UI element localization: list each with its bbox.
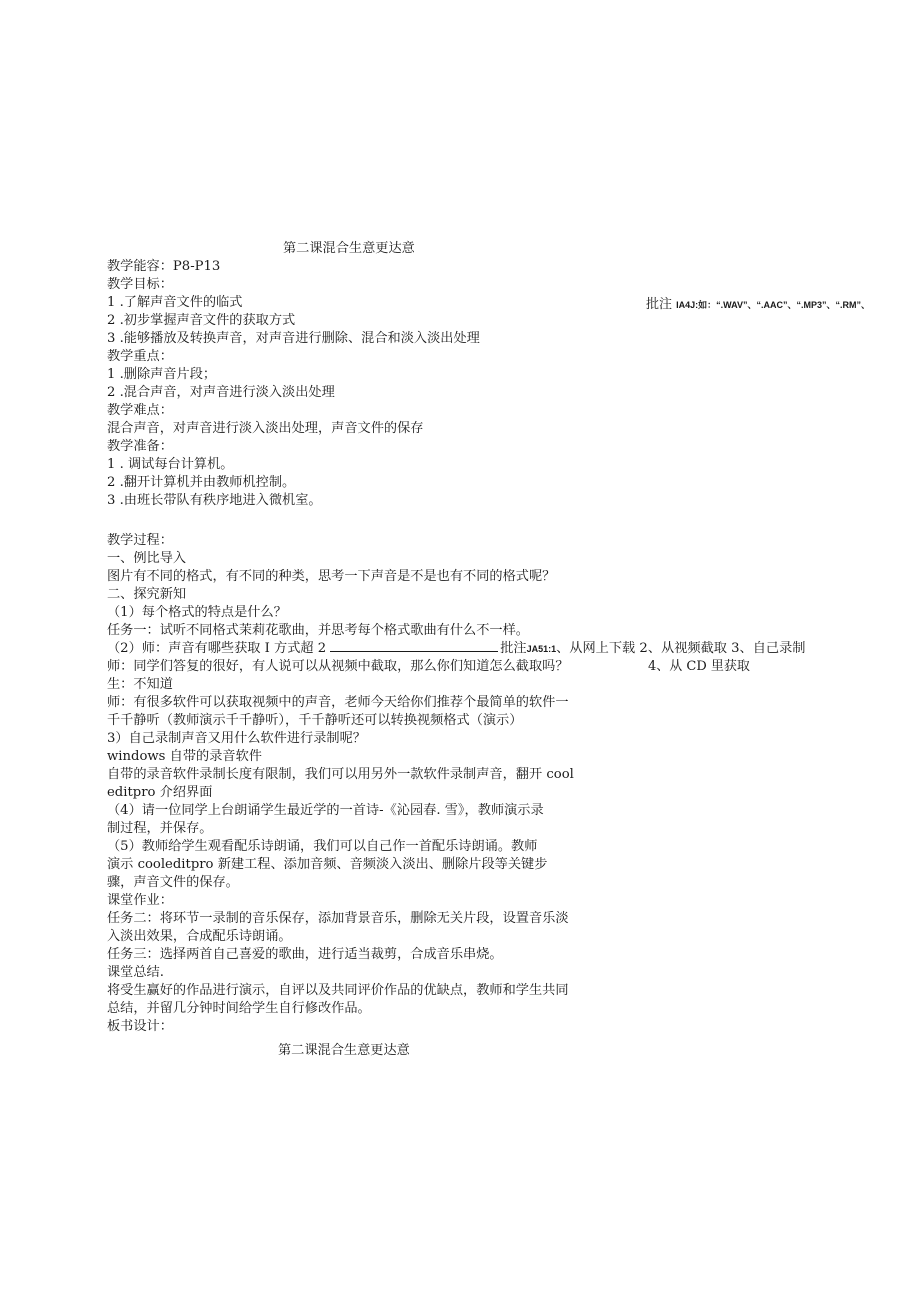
content-line: 制过程，并保存。 <box>107 821 213 836</box>
content-line: 骤，声音文件的保存。 <box>107 875 239 890</box>
content-line: 混合声音，对声音进行淡入淡出处理，声音文件的保存 <box>107 421 424 436</box>
content-line: 1 . 调试每台计算机。 <box>107 457 234 472</box>
content-line: 自带的录音软件录制长度有限制，我们可以用另外一款软件录制声音，翻开 cool <box>107 767 574 782</box>
content-line: 将受生赢好的作品进行演示，自评以及共同评价作品的优缺点，教师和学生共同 <box>107 983 569 998</box>
content-line: 教学难点： <box>107 403 173 418</box>
fill-in-blank <box>330 640 498 652</box>
content-line: 课堂总结. <box>107 965 164 980</box>
content-line: 教学准备： <box>107 439 173 454</box>
content-line: 图片有不同的格式，有不同的种类，思考一下声音是不是也有不同的格式呢？ <box>107 569 556 584</box>
content-line: （1）每个格式的特点是什么？ <box>107 605 287 620</box>
content-line: windows 自带的录音软件 <box>107 749 262 764</box>
content-line: 任务二：将环节一录制的音乐保存，添加背景音乐，删除无关片段，设置音乐淡 <box>107 911 569 926</box>
content-line-with-blank <box>107 640 805 658</box>
content-line: 2 .混合声音，对声音进行淡入淡出处理 <box>107 385 335 400</box>
content-line: 教学重点： <box>107 349 173 364</box>
content-line: （4）请一位同学上台朗诵学生最近学的一首诗-《沁园春. 雪》，教师演示录 <box>107 803 544 818</box>
comment-text: 、从网上下载 2、从视频截取 3、自己录制 <box>556 641 806 656</box>
page-title: 第二课混合生意更达意 <box>283 241 415 256</box>
comment-label: 批注 <box>500 641 527 656</box>
content-line: 总结，并留几分钟时间给学生自行修改作品。 <box>107 1001 371 1016</box>
content-line: 师：有很多软件可以获取视频中的声音，老师今天给你们推荐个最简单的软件一 <box>107 695 569 710</box>
comment-continuation: 4、从 CD 里获取 <box>648 659 750 674</box>
content-line: 生：不知道 <box>107 677 173 692</box>
content-line: 3 .由班长带队有秩序地进入微机室。 <box>107 493 322 508</box>
content-line: 1 .了解声音文件的临式 <box>107 295 243 310</box>
content-line: 2 .翻开计算机并由教师机控制。 <box>107 475 296 490</box>
content-line: 1 .删除声音片段； <box>107 367 217 382</box>
content-line: 二、探究新知 <box>107 587 187 602</box>
content-line: 任务一：试听不同格式茉莉花歌曲，并思考每个格式歌曲有什么不一样。 <box>107 623 529 638</box>
content-line: 教学目标： <box>107 277 173 292</box>
content-line: 师：同学们答复的很好，有人说可以从视频中截取，那么你们知道怎么截取吗？ <box>107 659 569 674</box>
content-line: 板书设计： <box>107 1019 173 1034</box>
content-line: 3）自己录制声音又用什么软件进行录制呢？ <box>107 731 366 746</box>
content-line: editpro 介绍界面 <box>107 785 213 800</box>
content-line: 课堂作业： <box>107 893 173 908</box>
comment-text: 如：“.WAV”、“.AAC”、“.MP3”、“.RM”、 <box>698 300 871 310</box>
content-line: 3 .能够播放及转换声音，对声音进行删除、混合和淡入淡出处理 <box>107 331 480 346</box>
content-line: 教学过程： <box>107 533 173 548</box>
content-line-text: （2）师：声音有哪些获取 I 方式超 2 <box>107 641 327 656</box>
content-line: 千千静听（教师演示千千静听），千千静听还可以转换视频格式（演示） <box>107 713 523 728</box>
content-line: 任务三：选择两首自己喜爱的歌曲，进行适当裁剪，合成音乐串烧。 <box>107 947 503 962</box>
comment-tag: IA4J: <box>676 300 699 310</box>
comment-tag: JA51:1 <box>526 644 557 654</box>
board-design-title: 第二课混合生意更达意 <box>278 1043 410 1058</box>
content-line: 2 .初步掌握声音文件的获取方式 <box>107 313 296 328</box>
content-line: 教学能容：P8-P13 <box>107 259 221 274</box>
comment-note <box>646 296 870 314</box>
content-line: 演示 cooleditpro 新建工程、添加音频、音频淡入淡出、删除片段等关键步 <box>107 857 548 872</box>
content-line: 入淡出效果，合成配乐诗朗诵。 <box>107 929 292 944</box>
content-line: （5）教师给学生观看配乐诗朗诵，我们可以自己作一首配乐诗朗诵。教师 <box>107 839 538 854</box>
content-line: 一、例比导入 <box>107 551 187 566</box>
comment-label: 批注 <box>646 297 673 312</box>
